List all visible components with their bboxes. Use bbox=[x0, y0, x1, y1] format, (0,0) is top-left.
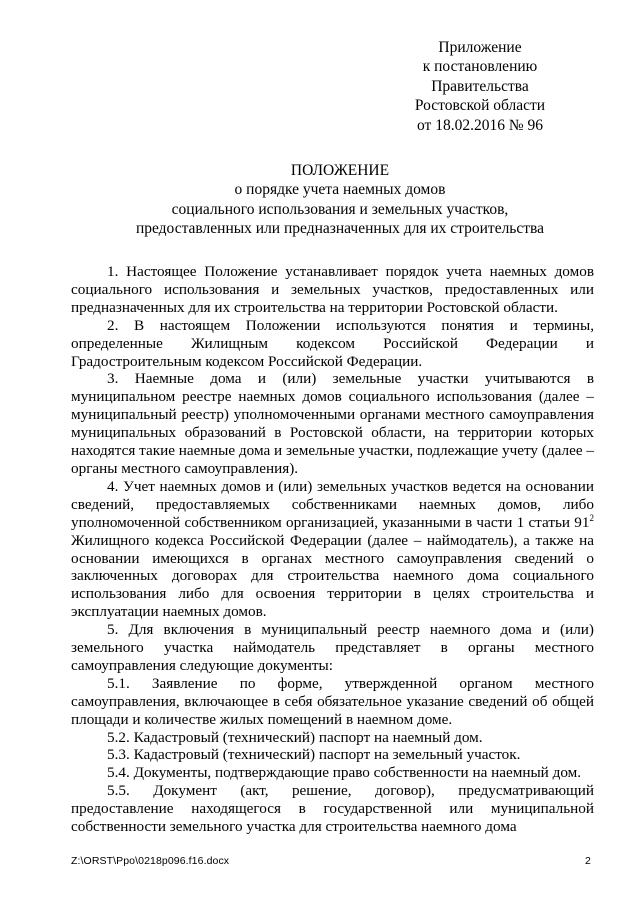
appendix-block bbox=[380, 38, 580, 135]
paragraph-5-1: 5.1. Заявление по форме, утвержденной органом местного самоуправления, включающее в себя обязательное указание сведений об общей площади и количестве жилых помещений в наемном доме. bbox=[71, 674, 594, 728]
appendix-line: Приложение bbox=[438, 39, 522, 56]
paragraph-3: 3. Наемные дома и (или) земельные участки учитываются в муниципальном реестре наемных домов социального использования (далее – муниципальный реестр) уполномоченными органами местного самоуправления муниципальных образований в Ростовской области, на территории которых находятся такие наемные дома и земельные участки, подлежащие учету (далее – органы местного самоуправления). bbox=[71, 370, 594, 477]
paragraph-5-3: 5.3. Кадастровый (технический) паспорт на земельный участок. bbox=[107, 746, 521, 764]
title-heading: ПОЛОЖЕНИЕ bbox=[290, 162, 390, 179]
paragraph-5: 5. Для включения в муниципальный реестр наемного дома и (или) земельного участка наймодатель представляет в органы местного самоуправления следующие документы: bbox=[71, 621, 594, 674]
paragraph-4-part-a: 4. Учет наемных домов и (или) земельных участков ведется на основании сведений, предоставляемых собственниками наемных домов, либо уполномоченной собственником организацией, указанными в части 1 статьи 91 bbox=[71, 477, 594, 531]
appendix-line: от 18.02.2016 № 96 bbox=[417, 116, 543, 134]
paragraph-1: 1. Настоящее Положение устанавливает порядок учета наемных домов социального использования и земельных участков, предоставленных или предназначенных для их строительства на территории Ростовской области. bbox=[71, 263, 594, 316]
appendix-line: к постановлению bbox=[422, 58, 538, 76]
paragraph-5-2: 5.2. Кадастровый (технический) паспорт на наемный дом. bbox=[107, 728, 483, 746]
document-body bbox=[71, 263, 594, 836]
paragraph-4-superscript: 2 bbox=[589, 512, 594, 523]
paragraph-2: 2. В настоящем Положении используются понятия и термины, определенные Жилищным кодексом Российской Федерации и Градостроительным кодексом Российской Федерации. bbox=[71, 316, 594, 370]
paragraph-5-5: 5.5. Документ (акт, решение, договор), предусматривающий предоставление находящегося в государственной или муниципальной собственности земельного участка для строительства наемного дома bbox=[71, 782, 594, 836]
title-line: социального использования и земельных участков, bbox=[171, 200, 509, 218]
paragraph-4 bbox=[71, 478, 594, 621]
paragraph-4-part-b: Жилищного кодекса Российской Федерации (далее – наймодатель), а также на основании имеющихся в органах местного самоуправления сведений о заключенных договорах для строительства наемного дома социального использования либо для освоения территории в целях строительства и эксплуатации наемных домов. bbox=[71, 531, 594, 621]
appendix-line: Ростовской области bbox=[414, 97, 546, 115]
appendix-line: Правительства bbox=[431, 77, 529, 95]
document-title bbox=[60, 161, 620, 239]
title-line: предоставленных или предназначенных для их строительства bbox=[135, 220, 545, 238]
footer-file-path: Z:\ORST\Ppo\0218p096.f16.docx bbox=[71, 855, 230, 867]
page-number: 2 bbox=[585, 855, 591, 867]
paragraph-5-4: 5.4. Документы, подтверждающие право собственности на наемный дом. bbox=[107, 764, 582, 782]
title-line: о порядке учета наемных домов bbox=[234, 181, 446, 199]
